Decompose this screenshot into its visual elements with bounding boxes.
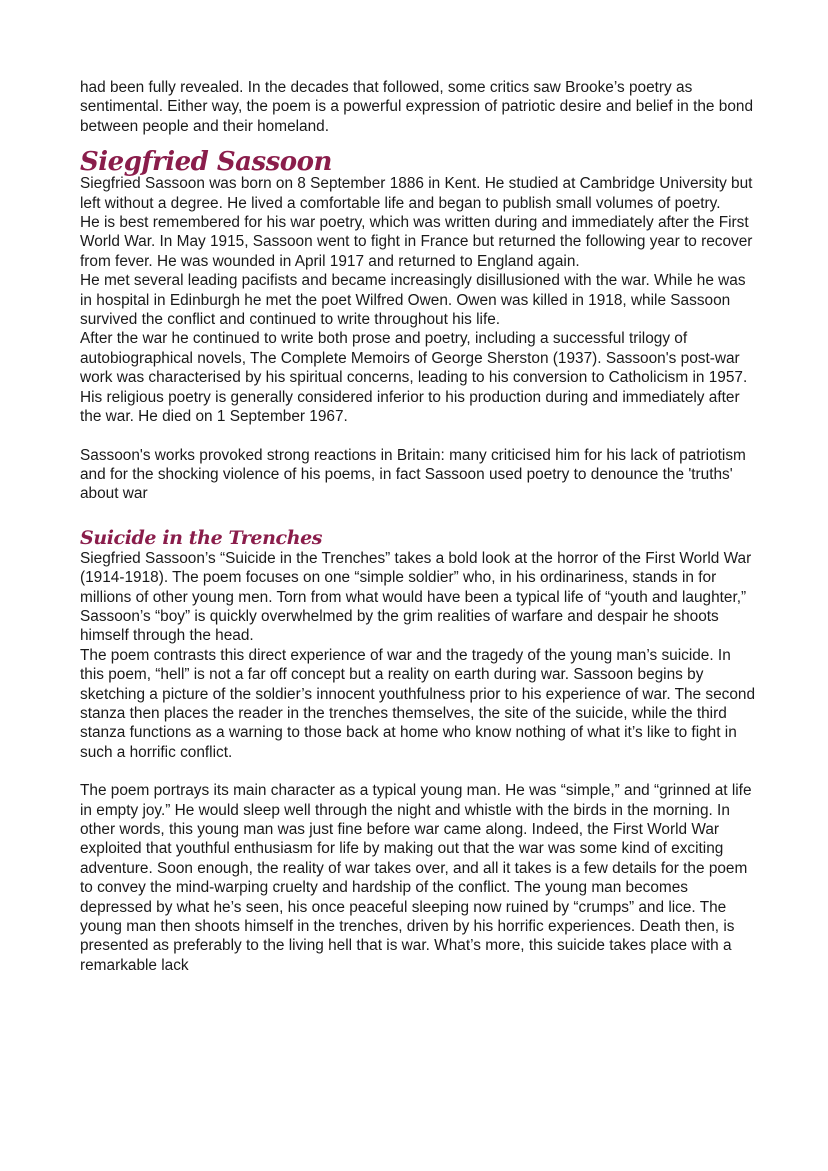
- section-heading-siegfried-sassoon: Siegfried Sassoon: [80, 147, 332, 178]
- analysis-paragraph: The poem contrasts this direct experience of war and the tragedy of the young man’s suicide. In this poem, “hell” is not a far off concept but a reality on earth during war. Sassoon begins by sketching a picture of the soldier’s innocent youthfulness prior to his experience of war. The second stanza then places the reader in the trenches themselves, the site of the suicide, while the third stanza functions as a warning to those back at home who know nothing of what it’s like to fight in such a horrific conflict.: [80, 646, 756, 761]
- biography-paragraph: He met several leading pacifists and became increasingly disillusioned with the war. While he was in hospital in Edinburgh he met the poet Wilfred Owen. Owen was killed in 1918, while Sassoon survived the conflict and continued to write throughout his life.: [80, 272, 746, 329]
- intro-paragraph: had been fully revealed. In the decades that followed, some critics saw Brooke’s poetry as sentimental. Either way, the poem is a powerful expression of patriotic desire and belief in the bond between people and their homeland.: [80, 79, 754, 135]
- paragraph-spacer: [80, 762, 756, 781]
- paragraph-spacer: [80, 504, 756, 523]
- section-heading-suicide-in-the-trenches: Suicide in the Trenches: [80, 526, 323, 549]
- paragraph-spacer: [80, 427, 756, 446]
- analysis-paragraph: The poem portrays its main character as a typical young man. He was “simple,” and “grinned at life in empty joy.” He would sleep well through the night and whistle with the birds in the morning. In other words, this young man was just fine before war came along. Indeed, the First World War exploited that youthful enthusiasm for life by making out that the war was some kind of exciting adventure. Soon enough, the reality of war takes over, and all it takes is a few details for the poem to convey the mind-warping cruelty and hardship of the conflict. The young man becomes depressed by what he’s seen, his once peaceful sleeping now ruined by “crumps” and lice. The young man then shoots himself in the trenches, driven by his horrific experiences. Death then, is presented as preferably to the living hell that is war. What’s more, this suicide takes place with a remarkable lack: [80, 782, 752, 974]
- biography-paragraph: After the war he continued to write both prose and poetry, including a successful trilogy of autobiographical novels, The Complete Memoirs of George Sherston (1937). Sassoon's post-war work was characterised by his spiritual concerns, leading to his conversion to Catholicism in 1957.: [80, 330, 748, 387]
- biography-paragraph: His religious poetry is generally considered inferior to his production during and immediately after the war. He died on 1 September 1967.: [80, 388, 740, 426]
- document-page: [80, 78, 756, 975]
- biography-paragraph: Siegfried Sassoon was born on 8 September 1886 in Kent. He studied at Cambridge University but left without a degree. He lived a comfortable life and began to publish small volumes of poetry.: [80, 175, 753, 212]
- reception-paragraph: Sassoon's works provoked strong reactions in Britain: many criticised him for his lack of patriotism and for the shocking violence of his poems, in fact Sassoon used poetry to denounce the 'truths' about war: [80, 446, 746, 503]
- analysis-paragraph: Siegfried Sassoon’s “Suicide in the Trenches” takes a bold look at the horror of the First World War (1914-1918). The poem focuses on one “simple soldier” who, in his ordinariness, stands in for millions of other young men. Torn from what would have been a typical life of “youth and laughter,” Sassoon’s “boy” is quickly overwhelmed by the grim realities of warfare and despair he shoots himself through the head.: [80, 549, 752, 645]
- biography-paragraph: He is best remembered for his war poetry, which was written during and immediately after the First World War. In May 1915, Sassoon went to fight in France but returned the following year to recover from fever. He was wounded in April 1917 and returned to England again.: [80, 214, 753, 270]
